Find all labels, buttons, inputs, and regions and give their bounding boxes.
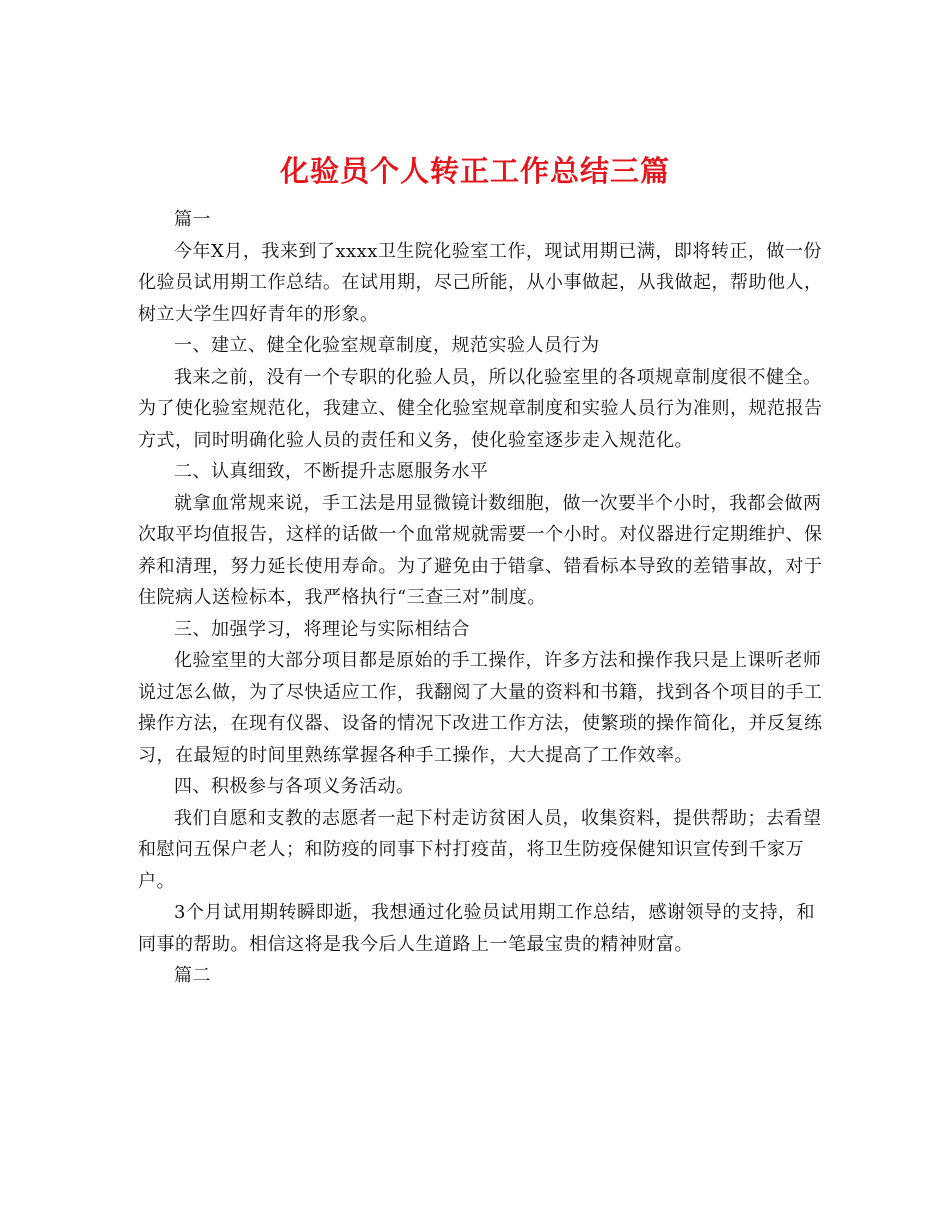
section-heading-service: 二、认真细致，不断提升志愿服务水平 — [174, 461, 489, 482]
service-paragraph: 就拿血常规来说，手工法是用显微镜计数细胞，做一次要半个小时，我都会做两次取平均值报告，这样的话做一个血常规就需要一个小时。对仪器进行定期维护、保养和清理，努力延长使用寿命。为了避免由于错拿、错看标本导致的差错事故，对于住院病人送检标本，我严格执行“三查三对”制度。 — [138, 492, 823, 608]
document-body — [138, 204, 828, 992]
section-heading-study: 三、加强学习，将理论与实际相结合 — [174, 618, 470, 640]
section-heading-volunteer: 四、积极参与各项义务活动。 — [174, 776, 415, 797]
study-paragraph: 化验室里的大部分项目都是原始的手工操作，许多方法和操作我只是上课听老师说过怎么做，为了尽快适应工作，我翻阅了大量的资料和书籍，找到各个项目的手工操作方法，在现有仪器、设备的情况下改进工作方法，使繁琐的操作简化，并反复练习，在最短的时间里熟练掌握各种手工操作，大大提高了工作效率。 — [138, 650, 823, 766]
intro-paragraph: 今年X月，我来到了xxxx卫生院化验室工作，现试用期已满，即将转正，做一份化验员试用期工作总结。在试用期，尽己所能，从小事做起，从我做起，帮助他人，树立大学生四好青年的形象。 — [138, 240, 823, 325]
section-heading-rules: 一、建立、健全化验室规章制度，规范实验人员行为 — [174, 335, 600, 356]
document-title: 化验员个人转正工作总结三篇 — [279, 154, 670, 189]
section-heading-part-one: 篇一 — [174, 209, 211, 230]
conclusion-paragraph: 3个月试用期转瞬即逝，我想通过化验员试用期工作总结，感谢领导的支持，和同事的帮助。相信这将是我今后人生道路上一笔最宝贵的精神财富。 — [138, 902, 815, 955]
volunteer-paragraph: 我们自愿和支教的志愿者一起下村走访贫困人员，收集资料，提供帮助；去看望和慰问五保户老人；和防疫的同事下村打疫苗，将卫生防疫保健知识宣传到千家万户。 — [138, 807, 822, 892]
section-heading-part-two: 篇二 — [174, 965, 211, 986]
rules-paragraph: 我来之前，没有一个专职的化验人员，所以化验室里的各项规章制度很不健全。为了使化验室规范化，我建立、健全化验室规章制度和实验人员行为准则，规范报告方式，同时明确化验人员的责任和义务，使化验室逐步走入规范化。 — [138, 366, 823, 451]
